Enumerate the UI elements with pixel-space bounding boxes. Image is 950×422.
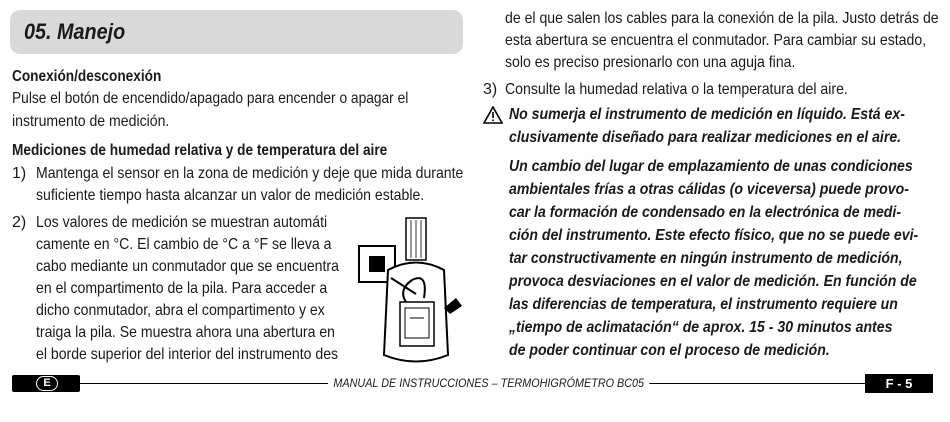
page-footer [12,374,933,393]
cont-line: solo es preciso presionarlo con una aguja fina. [505,54,796,71]
condensation-line: ción del instrumento. Este efecto físico, que no se puede evi- [509,227,919,244]
condensation-line: de poder continuar con el proceso de medición. [509,342,830,359]
item2-line: Los valores de medición se muestran automáti [36,214,328,231]
section-title: 05. Manejo [24,19,126,44]
language-badge [12,375,80,392]
manual-title: MANUAL DE INSTRUCCIONES – TERMOHIGRÓMETRO BC05 [328,376,649,390]
cont-line: de el que salen los cables para la conexión de la pila. Justo detrás de [505,10,939,27]
item2-line: cabo mediante un conmutador que se encuentra [36,258,339,275]
item1-line: suficiente tiempo hasta alcanzar un valor de medición estable. [36,187,425,204]
heading-measurement: Mediciones de humedad relativa y de temperatura del aire [12,142,388,159]
power-text-line: instrumento de medición. [12,113,170,130]
condensation-line: Un cambio del lugar de emplazamiento de unas condiciones [509,158,913,175]
item2-line: camente en °C. El cambio de °C a °F se lleva a [36,236,332,253]
condensation-line: „tiempo de aclimatación“ de aprox. 15 - 30 minutos antes [509,319,893,336]
item3-text: Consulte la humedad relativa o la temperatura del aire. [505,81,848,98]
heading-power: Conexión/desconexión [12,68,162,85]
power-text-line: Pulse el botón de encendido/apagado para encender o apagar el [12,90,409,107]
warning-line: No sumerja el instrumento de medición en líquido. Está ex- [509,106,905,123]
condensation-line: ambientales frías a otras cálidas (o viceversa) puede provo- [509,181,909,198]
condensation-line: provoca desviaciones en el valor de medición. En función de [509,273,917,290]
item2-line: el borde superior del interior del instrumento des [36,346,339,363]
condensation-line: tar constructivamente en ningún instrumento de medición, [509,250,903,267]
item-number: 3) [483,81,498,98]
device-battery-illustration [358,210,468,365]
item-number: 1) [12,165,27,182]
warning-line: clusivamente diseñado para realizar mediciones en el aire. [509,129,902,146]
cont-line: esta abertura se encuentra el conmutador. Para cambiar su estado, [505,32,927,49]
item2-line: traiga la pila. Se muestra ahora una abertura en [36,324,335,341]
condensation-line: las diferencias de temperatura, el instrumento requiere un [509,296,898,313]
language-code: E [36,376,58,391]
item-number: 2) [12,214,27,231]
condensation-line: car la formación de condensado en la electrónica de medi- [509,204,902,221]
item2-line: en el compartimento de la pila. Para acceder a [36,280,328,297]
item2-line: dicho conmutador, abra el compartimento y ex [36,302,325,319]
warning-triangle-icon [483,106,503,124]
page-number: F - 5 [865,374,933,393]
item1-line: Mantenga el sensor en la zona de medición y deje que mida durante [36,165,464,182]
